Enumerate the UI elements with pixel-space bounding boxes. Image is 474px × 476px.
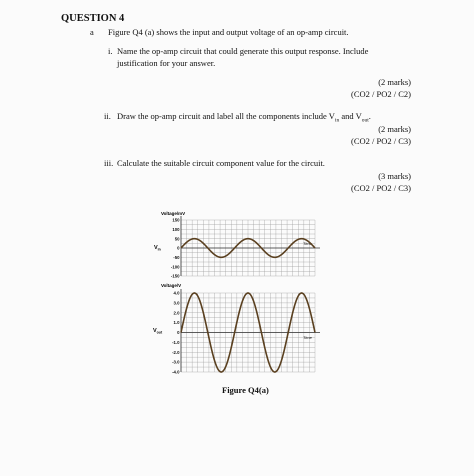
- bottom-ticks: [172, 291, 180, 375]
- tick-label: -4.0: [172, 369, 180, 375]
- item-ii-text-mid: and V: [339, 111, 362, 121]
- item-ii-sub-in: in: [334, 117, 340, 124]
- figure-q4a: [150, 208, 320, 380]
- item-iii-number: iii.: [104, 158, 114, 168]
- question-title: QUESTION 4: [61, 13, 125, 24]
- bottom-side-label: $V_{out}$: [153, 328, 163, 335]
- item-ii-marks: (2 marks): [378, 124, 411, 134]
- top-plot: [154, 211, 320, 279]
- bottom-plot: [153, 283, 320, 375]
- top-grid: [181, 216, 320, 276]
- item-ii-text-pre: Draw the op-amp circuit and label all the components include V: [117, 111, 335, 121]
- item-iii-text: Calculate the suitable circuit component value for the circuit.: [117, 158, 325, 168]
- tick-label: 2.0: [173, 310, 180, 316]
- bottom-ylabel: Voltage/V: [161, 283, 182, 288]
- item-i-outcomes: (CO2 / PO2 / C2): [351, 89, 411, 99]
- tick-label: -2.0: [172, 349, 180, 355]
- tick-label: 4.0: [173, 290, 180, 296]
- item-i-marks: (2 marks): [378, 77, 411, 87]
- tick-label: 150: [172, 217, 180, 223]
- top-time-label: Time: [303, 241, 312, 246]
- item-i-line2: justification for your answer.: [117, 58, 216, 68]
- part-text: Figure Q4 (a) shows the input and output voltage of an op-amp circuit.: [108, 27, 349, 37]
- item-i-number: i.: [108, 46, 113, 56]
- bottom-grid: [181, 289, 320, 372]
- tick-label: 0: [177, 245, 180, 251]
- tick-label: 50: [174, 236, 180, 242]
- item-iii-marks: (3 marks): [378, 171, 411, 181]
- item-i-line1: Name the op-amp circuit that could generate this output response. Include: [117, 46, 369, 56]
- top-side-label: $V_{in}$: [154, 245, 161, 252]
- item-ii-text: [117, 111, 371, 124]
- item-iii-outcomes: (CO2 / PO2 / C3): [351, 183, 411, 193]
- tick-label: -3.0: [172, 359, 180, 365]
- item-ii-text-post: .: [368, 111, 371, 121]
- figure-caption: Figure Q4(a): [222, 385, 269, 395]
- tick-label: 1.0: [173, 320, 180, 326]
- item-ii-number: ii.: [104, 111, 111, 121]
- part-letter: a: [90, 27, 94, 37]
- bottom-time-label: Time: [303, 335, 312, 340]
- tick-label: -1.0: [172, 339, 180, 345]
- top-ticks: [171, 218, 180, 279]
- tick-label: 3.0: [173, 300, 180, 306]
- item-ii-outcomes: (CO2 / PO2 / C3): [351, 136, 411, 146]
- top-ylabel: Voltage/mV: [161, 211, 186, 216]
- tick-label: -50: [173, 254, 180, 260]
- tick-label: -150: [170, 273, 180, 279]
- tick-label: -100: [170, 264, 180, 270]
- tick-label: 0: [177, 330, 180, 336]
- item-ii-sub-out: out: [361, 117, 369, 124]
- tick-label: 100: [172, 226, 180, 232]
